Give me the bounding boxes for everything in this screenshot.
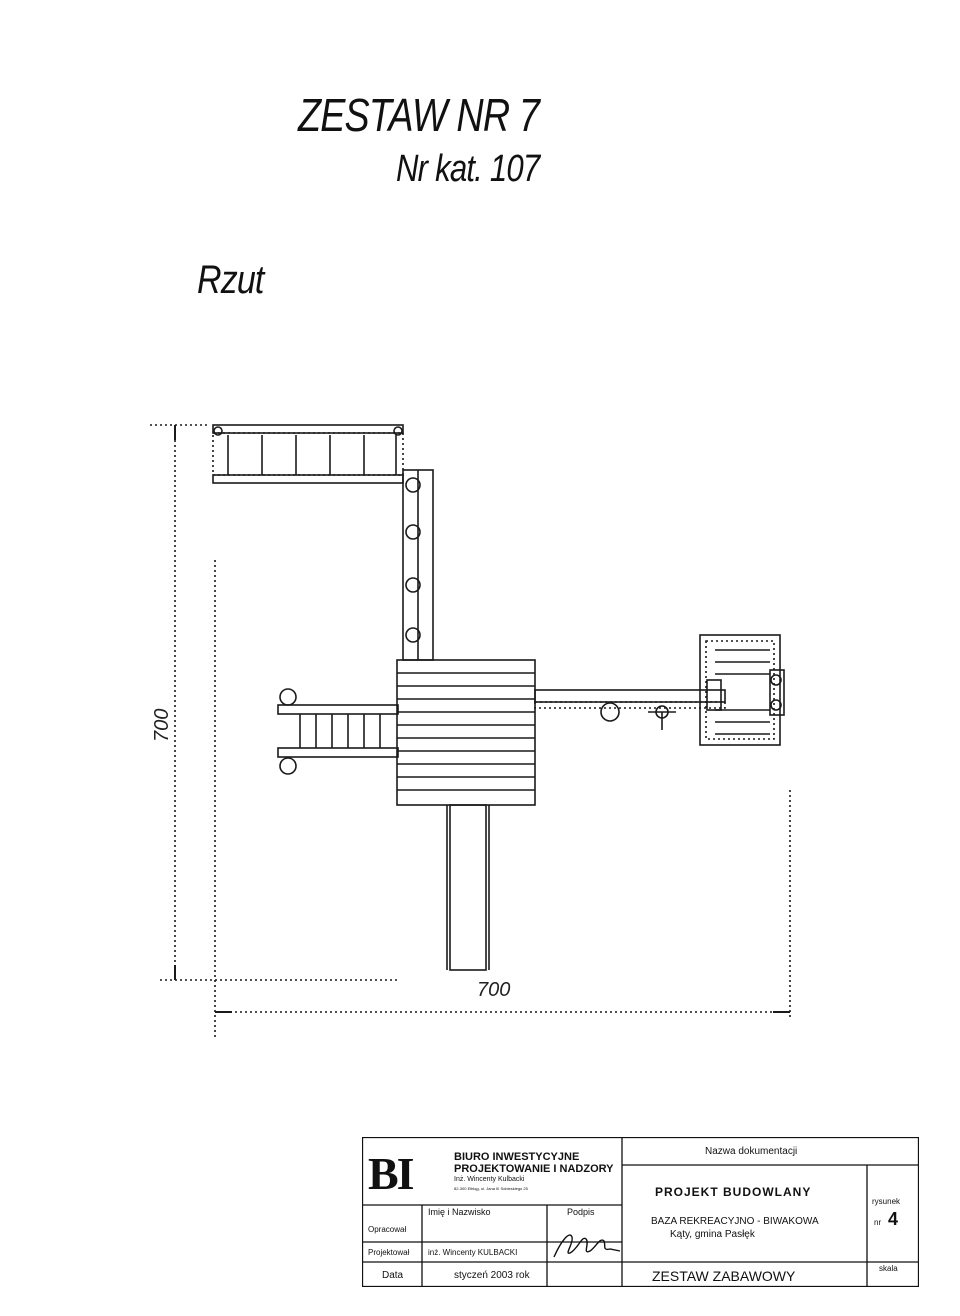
top-ladder xyxy=(213,425,403,483)
drawing-label: rysunek xyxy=(872,1197,901,1206)
office-logo: BI xyxy=(368,1148,413,1199)
right-beam xyxy=(535,690,725,730)
col-name-header: Imię i Nazwisko xyxy=(428,1207,491,1217)
width-dimension-label: 700 xyxy=(477,979,511,1001)
drawing-title: ZESTAW NR 7 xyxy=(298,89,540,141)
date-value: styczeń 2003 rok xyxy=(454,1270,530,1281)
col-sign-header: Podpis xyxy=(567,1207,595,1217)
office-line3: Inż. Wincenty Kulbacki xyxy=(454,1176,525,1183)
dimension-arrows xyxy=(175,425,790,1012)
catalog-number: Nr kat. 107 xyxy=(396,148,540,190)
row-date-label: Data xyxy=(382,1270,404,1281)
project-line1: BAZA REKREACYJNO - BIWAKOWA xyxy=(651,1216,819,1227)
view-label: Rzut xyxy=(197,258,264,302)
height-dimension-label: 700 xyxy=(151,708,173,742)
drawing-number: 4 xyxy=(888,1209,899,1229)
office-line4: 82-300 Elbląg, ul. Jana III Sobieskiego 25 xyxy=(454,1186,528,1191)
left-ladder xyxy=(278,689,398,774)
vertical-beam xyxy=(403,470,433,660)
project-type: PROJEKT BUDOWLANY xyxy=(655,1185,812,1199)
signature-image xyxy=(552,1229,622,1261)
row-prepared-label: Opracował xyxy=(368,1225,407,1234)
row-designed-label: Projektował xyxy=(368,1248,410,1257)
office-line1: BIURO INWESTYCYJNE xyxy=(454,1151,580,1163)
project-line2: Kąty, gmina Pasłęk xyxy=(670,1229,755,1240)
central-platform xyxy=(397,660,535,805)
slide xyxy=(447,805,489,970)
dimension-frame xyxy=(150,425,790,1040)
office-line2: PROJEKTOWANIE I NADZORY xyxy=(454,1163,614,1175)
doc-name-label: Nazwa dokumentacji xyxy=(705,1146,798,1157)
scale-label: skala xyxy=(879,1264,898,1273)
drawing-title-block: ZESTAW ZABAWOWY xyxy=(652,1268,796,1284)
title-block xyxy=(362,1137,919,1287)
designer-name: inż. Wincenty KULBACKI xyxy=(428,1248,518,1257)
drawing-nr-prefix: nr xyxy=(874,1218,882,1227)
